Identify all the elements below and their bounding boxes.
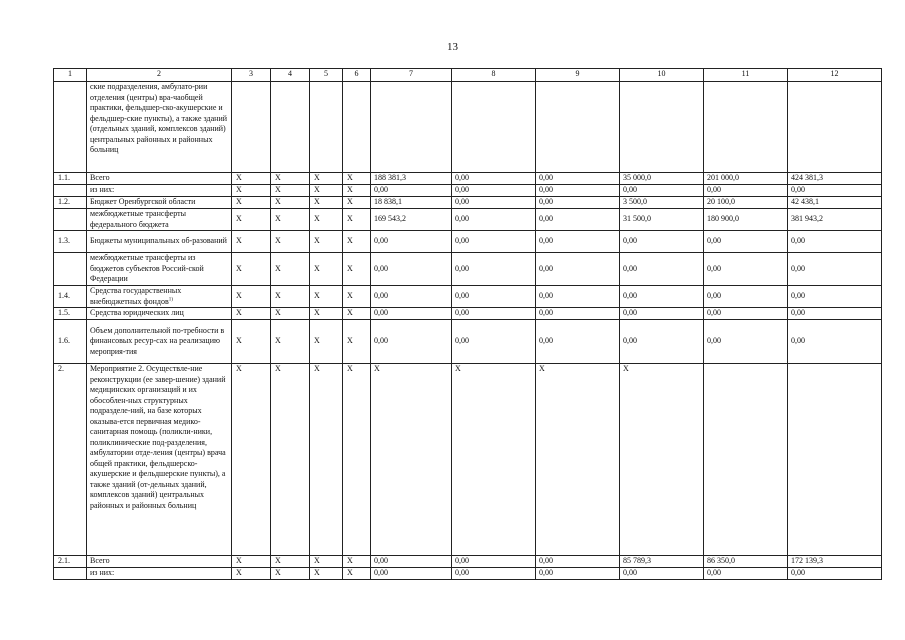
mark-cell: X xyxy=(310,568,343,580)
mark-cell: X xyxy=(232,308,271,320)
mark-cell: X xyxy=(310,231,343,253)
table-row xyxy=(54,253,882,286)
value-cell: 0,00 xyxy=(788,286,882,308)
mark-cell: X xyxy=(271,185,310,197)
table-row xyxy=(54,320,882,364)
value-cell: 0,00 xyxy=(452,185,536,197)
row-description-cell xyxy=(87,568,232,580)
page-number: 13 xyxy=(447,41,458,53)
row-number-cell xyxy=(54,253,87,286)
value-cell: 86 350,0 xyxy=(704,556,788,568)
value-cell: 0,00 xyxy=(704,286,788,308)
value-cell: 0,00 xyxy=(452,568,536,580)
row-number-cell: 1.6. xyxy=(54,320,87,364)
value-cell xyxy=(788,364,882,556)
value-cell: 0,00 xyxy=(536,185,620,197)
value-cell: 0,00 xyxy=(536,308,620,320)
row-number-cell: 1.1. xyxy=(54,173,87,185)
mark-cell xyxy=(271,82,310,173)
value-cell: 0,00 xyxy=(452,253,536,286)
row-description-text: Мероприятие 2. Осуществле-ние реконструкции (ее завер-шение) зданий медицинских организаций и их обособлен-ных структурных подразделе-ний, на базе которых оказыва-ется первичная медико-санитарная помощь (поликли-ники, поликлинические под-разделения, амбулатории отде-ления (центры) врача общей практики, фельдшерско-акушерские и фельдшерские пункты), а также зданий (от-дельных зданий, комплексов зданий) центральных районных и районных больниц xyxy=(90,364,226,510)
mark-cell: X xyxy=(232,364,271,556)
value-cell: 0,00 xyxy=(536,286,620,308)
mark-cell: X xyxy=(232,286,271,308)
value-cell: X xyxy=(620,364,704,556)
value-cell: 188 381,3 xyxy=(371,173,452,185)
header-cell: 12 xyxy=(788,69,882,82)
row-description-text: Средства юридических лиц xyxy=(90,308,184,317)
value-cell: X xyxy=(536,364,620,556)
value-cell: 0,00 xyxy=(620,320,704,364)
mark-cell: X xyxy=(271,364,310,556)
header-cell: 4 xyxy=(271,69,310,82)
mark-cell: X xyxy=(310,173,343,185)
mark-cell: X xyxy=(343,568,371,580)
value-cell: 0,00 xyxy=(704,308,788,320)
value-cell xyxy=(620,82,704,173)
row-number-cell xyxy=(54,185,87,197)
mark-cell: X xyxy=(343,231,371,253)
value-cell: 0,00 xyxy=(536,556,620,568)
table-row xyxy=(54,556,882,568)
mark-cell: X xyxy=(232,185,271,197)
table-row xyxy=(54,185,882,197)
header-row xyxy=(54,69,882,82)
row-description-cell xyxy=(87,173,232,185)
row-description-cell xyxy=(87,320,232,364)
value-cell: 0,00 xyxy=(371,556,452,568)
value-cell: 0,00 xyxy=(452,197,536,209)
table-row xyxy=(54,286,882,308)
value-cell: 0,00 xyxy=(620,308,704,320)
mark-cell: X xyxy=(343,364,371,556)
value-cell xyxy=(704,364,788,556)
value-cell: 0,00 xyxy=(536,197,620,209)
value-cell: 0,00 xyxy=(536,173,620,185)
row-description-cell xyxy=(87,197,232,209)
value-cell: 0,00 xyxy=(704,568,788,580)
mark-cell: X xyxy=(310,286,343,308)
row-description-cell xyxy=(87,253,232,286)
row-number-cell: 2. xyxy=(54,364,87,556)
budget-table xyxy=(53,68,882,580)
mark-cell: X xyxy=(271,231,310,253)
header-cell: 10 xyxy=(620,69,704,82)
table-row xyxy=(54,197,882,209)
mark-cell: X xyxy=(343,320,371,364)
value-cell: 381 943,2 xyxy=(788,209,882,231)
row-number-cell xyxy=(54,209,87,231)
mark-cell: X xyxy=(271,209,310,231)
value-cell: 0,00 xyxy=(371,231,452,253)
value-cell xyxy=(788,82,882,173)
header-cell: 8 xyxy=(452,69,536,82)
row-number-cell: 1.4. xyxy=(54,286,87,308)
value-cell: 18 838,1 xyxy=(371,197,452,209)
value-cell: X xyxy=(371,364,452,556)
value-cell: 0,00 xyxy=(371,185,452,197)
value-cell: 0,00 xyxy=(371,308,452,320)
value-cell: 85 789,3 xyxy=(620,556,704,568)
value-cell: 0,00 xyxy=(704,185,788,197)
mark-cell: X xyxy=(232,197,271,209)
header-cell: 11 xyxy=(704,69,788,82)
table-row xyxy=(54,568,882,580)
row-description-cell xyxy=(87,185,232,197)
table-row xyxy=(54,231,882,253)
row-number-cell xyxy=(54,568,87,580)
mark-cell xyxy=(310,82,343,173)
mark-cell: X xyxy=(310,209,343,231)
value-cell: 0,00 xyxy=(620,253,704,286)
mark-cell: X xyxy=(310,185,343,197)
value-cell: 201 000,0 xyxy=(704,173,788,185)
value-cell: 0,00 xyxy=(704,253,788,286)
mark-cell: X xyxy=(232,231,271,253)
row-number-cell xyxy=(54,82,87,173)
mark-cell: X xyxy=(271,197,310,209)
table-row xyxy=(54,173,882,185)
value-cell: 0,00 xyxy=(452,320,536,364)
value-cell xyxy=(704,82,788,173)
value-cell: 169 543,2 xyxy=(371,209,452,231)
row-description-cell xyxy=(87,308,232,320)
value-cell: X xyxy=(452,364,536,556)
mark-cell: X xyxy=(343,556,371,568)
mark-cell: X xyxy=(271,286,310,308)
mark-cell: X xyxy=(343,209,371,231)
header-cell: 6 xyxy=(343,69,371,82)
value-cell: 0,00 xyxy=(704,231,788,253)
mark-cell: X xyxy=(343,173,371,185)
value-cell: 0,00 xyxy=(536,320,620,364)
mark-cell: X xyxy=(271,320,310,364)
row-description-cell xyxy=(87,231,232,253)
value-cell: 424 381,3 xyxy=(788,173,882,185)
value-cell: 0,00 xyxy=(452,556,536,568)
mark-cell: X xyxy=(271,568,310,580)
table-row xyxy=(54,364,882,556)
table-row xyxy=(54,308,882,320)
value-cell: 0,00 xyxy=(452,209,536,231)
value-cell: 0,00 xyxy=(452,173,536,185)
value-cell: 0,00 xyxy=(788,185,882,197)
value-cell: 0,00 xyxy=(788,308,882,320)
mark-cell: X xyxy=(271,253,310,286)
value-cell: 0,00 xyxy=(371,253,452,286)
row-description-text: Объем дополнительной по-требности в финансовых ресур-сах на реализацию мероприя-тия xyxy=(90,325,225,356)
value-cell: 0,00 xyxy=(536,253,620,286)
value-cell: 172 139,3 xyxy=(788,556,882,568)
mark-cell: X xyxy=(343,185,371,197)
value-cell: 0,00 xyxy=(620,286,704,308)
header-cell: 1 xyxy=(54,69,87,82)
row-description-text: Всего xyxy=(90,173,110,182)
mark-cell: X xyxy=(310,253,343,286)
row-description-text: межбюджетные трансферты федерального бюджета xyxy=(90,209,186,229)
value-cell: 0,00 xyxy=(620,568,704,580)
value-cell: 3 500,0 xyxy=(620,197,704,209)
row-description-text: Всего xyxy=(90,556,110,565)
mark-cell: X xyxy=(310,197,343,209)
mark-cell: X xyxy=(271,308,310,320)
table-row xyxy=(54,82,882,173)
mark-cell: X xyxy=(310,320,343,364)
header-cell: 5 xyxy=(310,69,343,82)
mark-cell: X xyxy=(343,308,371,320)
value-cell: 0,00 xyxy=(452,286,536,308)
mark-cell: X xyxy=(343,197,371,209)
row-description-cell xyxy=(87,286,232,308)
row-number-cell: 1.5. xyxy=(54,308,87,320)
mark-cell: X xyxy=(310,308,343,320)
value-cell: 0,00 xyxy=(371,320,452,364)
mark-cell: X xyxy=(232,253,271,286)
value-cell xyxy=(371,82,452,173)
mark-cell: X xyxy=(232,320,271,364)
mark-cell: X xyxy=(232,173,271,185)
value-cell xyxy=(452,82,536,173)
value-cell: 0,00 xyxy=(788,320,882,364)
row-number-cell: 1.3. xyxy=(54,231,87,253)
row-description-text: Средства государственных внебюджетных фондов xyxy=(90,286,182,306)
row-description-text: из них: xyxy=(90,185,115,194)
value-cell: 0,00 xyxy=(620,231,704,253)
value-cell: 0,00 xyxy=(620,185,704,197)
mark-cell: X xyxy=(343,286,371,308)
value-cell: 0,00 xyxy=(704,320,788,364)
mark-cell: X xyxy=(232,568,271,580)
value-cell: 31 500,0 xyxy=(620,209,704,231)
header-cell: 7 xyxy=(371,69,452,82)
value-cell: 0,00 xyxy=(536,568,620,580)
row-description-cell xyxy=(87,364,232,556)
header-cell: 9 xyxy=(536,69,620,82)
row-description-text: из них: xyxy=(90,568,115,577)
row-number-cell: 1.2. xyxy=(54,197,87,209)
table-row xyxy=(54,209,882,231)
row-description-text: ские подразделения, амбулато-рии отделения (центры) вра-чаобщей практики, фельдшер-ско-акушерские и фельдшер-ские пункты), а также зданий (отдельных зданий, комплексов зданий) центральных районных и районных больниц xyxy=(90,82,228,154)
mark-cell xyxy=(232,82,271,173)
row-number-cell: 2.1. xyxy=(54,556,87,568)
row-description-text: межбюджетные трансферты из бюджетов субъектов Россий-ской Федерации xyxy=(90,253,204,284)
mark-cell: X xyxy=(271,556,310,568)
value-cell: 0,00 xyxy=(536,231,620,253)
mark-cell: X xyxy=(271,173,310,185)
value-cell: 180 900,0 xyxy=(704,209,788,231)
value-cell: 0,00 xyxy=(371,568,452,580)
value-cell: 0,00 xyxy=(788,253,882,286)
header-cell: 2 xyxy=(87,69,232,82)
value-cell: 35 000,0 xyxy=(620,173,704,185)
value-cell: 0,00 xyxy=(536,209,620,231)
value-cell: 0,00 xyxy=(452,308,536,320)
value-cell: 0,00 xyxy=(788,568,882,580)
header-cell: 3 xyxy=(232,69,271,82)
value-cell xyxy=(536,82,620,173)
value-cell: 0,00 xyxy=(452,231,536,253)
mark-cell: X xyxy=(310,364,343,556)
mark-cell: X xyxy=(310,556,343,568)
row-description-text: Бюджет Оренбургской области xyxy=(90,197,196,206)
mark-cell xyxy=(343,82,371,173)
mark-cell: X xyxy=(232,556,271,568)
mark-cell: X xyxy=(343,253,371,286)
row-description-text: Бюджеты муниципальных об-разований xyxy=(90,236,227,246)
footnote-marker: 1) xyxy=(168,296,173,302)
value-cell: 20 100,0 xyxy=(704,197,788,209)
row-description-cell xyxy=(87,209,232,231)
value-cell: 0,00 xyxy=(371,286,452,308)
row-description-cell xyxy=(87,556,232,568)
row-description-cell xyxy=(87,82,232,173)
mark-cell: X xyxy=(232,209,271,231)
value-cell: 42 438,1 xyxy=(788,197,882,209)
value-cell: 0,00 xyxy=(788,231,882,253)
